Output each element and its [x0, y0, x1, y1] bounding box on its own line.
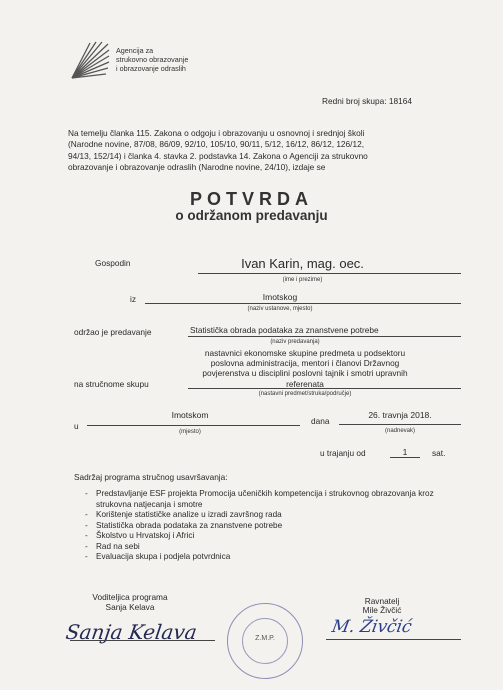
lecture-caption: (naziv predavanja) [270, 339, 320, 345]
date-value: 26. travnja 2018. [368, 410, 432, 420]
legal-basis-line: obrazovanje i obrazovanje odraslih (Narodne novine, 24/10), izdaje se [68, 162, 326, 173]
meeting-label: na stručnome skupu [74, 379, 149, 389]
stamp-center-text: Z.M.P. [255, 635, 275, 642]
agency-logo [68, 40, 110, 82]
left-signature: Sanja Kelava [64, 620, 199, 644]
duration-label: u trajanju od [320, 448, 366, 458]
from-label: iz [130, 294, 136, 304]
left-signature-line [70, 640, 215, 641]
agency-name: Agencija za strukovno obrazovanje i obrazovanje odraslih [116, 46, 189, 73]
lecture-title: Statistička obrada podataka za znanstvene potrebe [190, 325, 379, 335]
institution-line [145, 303, 461, 304]
list-item: - Statistička obrada podataka za znanstvene potrebe [85, 521, 440, 532]
right-signature: M. Živčić [330, 617, 414, 637]
list-item: - Rad na sebi [85, 542, 440, 553]
date-label: dana [311, 416, 330, 426]
program-list [85, 489, 440, 563]
legal-basis-line: 94/13, 152/14) i članka 4. stavka 2. podstavka 14. Zakona o Agenciji za strukovno [68, 150, 368, 161]
right-signer-name: Mile Živčić [362, 605, 402, 615]
place-line [87, 425, 300, 426]
left-signer-title: Voditeljica programa [92, 592, 168, 602]
left-signer-name: Sanja Kelava [105, 602, 155, 612]
meeting-description: nastavnici ekonomske skupine predmeta u podsektoru poslovna administracija, mentori i članovi Državnog povjerenstva u disciplini poslovni tajnik i smotri upravnih referenata [202, 348, 408, 389]
program-heading: Sadržaj programa stručnog usavršavanja: [74, 472, 228, 482]
lecture-line [188, 336, 461, 337]
right-signer-title: Ravnatelj [364, 596, 400, 606]
official-stamp [227, 603, 303, 679]
meeting-line [188, 388, 461, 389]
institution-caption: (naziv ustanove, mjesto) [247, 306, 313, 312]
duration-unit: sat. [432, 448, 446, 458]
duration-line [390, 457, 420, 458]
list-item: - Evaluacija skupa i podjela potvrdnica [85, 552, 440, 563]
meeting-caption: (nastavni predmet/struka/područje) [258, 391, 352, 397]
list-item: - Školstvo u Hrvatskoj i Africi [85, 531, 440, 542]
list-item: - Korištenje statističke analize u izradi završnog rada [85, 510, 440, 521]
list-item: - Predstavljanje ESF projekta Promocija učeničkih kompetencija i strukovnog obrazovanja kroz strukovna natjecanja i smotre [85, 489, 440, 510]
sunburst-logo-icon [68, 40, 110, 82]
place-label: u [74, 421, 79, 431]
lecture-label: održao je predavanje [74, 327, 152, 337]
legal-basis-line: (Narodne novine, 87/08, 86/09, 92/10, 105/10, 90/11, 5/12, 16/12, 86/12, 126/12, [68, 139, 365, 150]
person-name-caption: (ime i prezime) [282, 277, 323, 283]
legal-basis [68, 128, 468, 174]
group-number: Redni broj skupa: 18164 [322, 96, 412, 106]
person-name: Ivan Karin, mag. oec. [241, 256, 364, 271]
person-name-line [198, 273, 461, 274]
salutation-label: Gospodin [95, 258, 131, 268]
date-caption: (nadnevak) [384, 428, 416, 434]
right-signature-line [326, 639, 461, 640]
institution-value: Imotskog [262, 292, 298, 302]
place-value: Imotskom [171, 410, 209, 420]
page-subtitle: o održanom predavanju [175, 208, 328, 223]
date-line [339, 424, 461, 425]
legal-basis-line: Na temelju članka 115. Zakona o odgoju i obrazovanju u osnovnoj i srednjoj školi [68, 128, 365, 138]
duration-value: 1 [402, 447, 408, 457]
place-caption: (mjesto) [179, 429, 201, 435]
page-title: POTVRDA [189, 189, 313, 209]
